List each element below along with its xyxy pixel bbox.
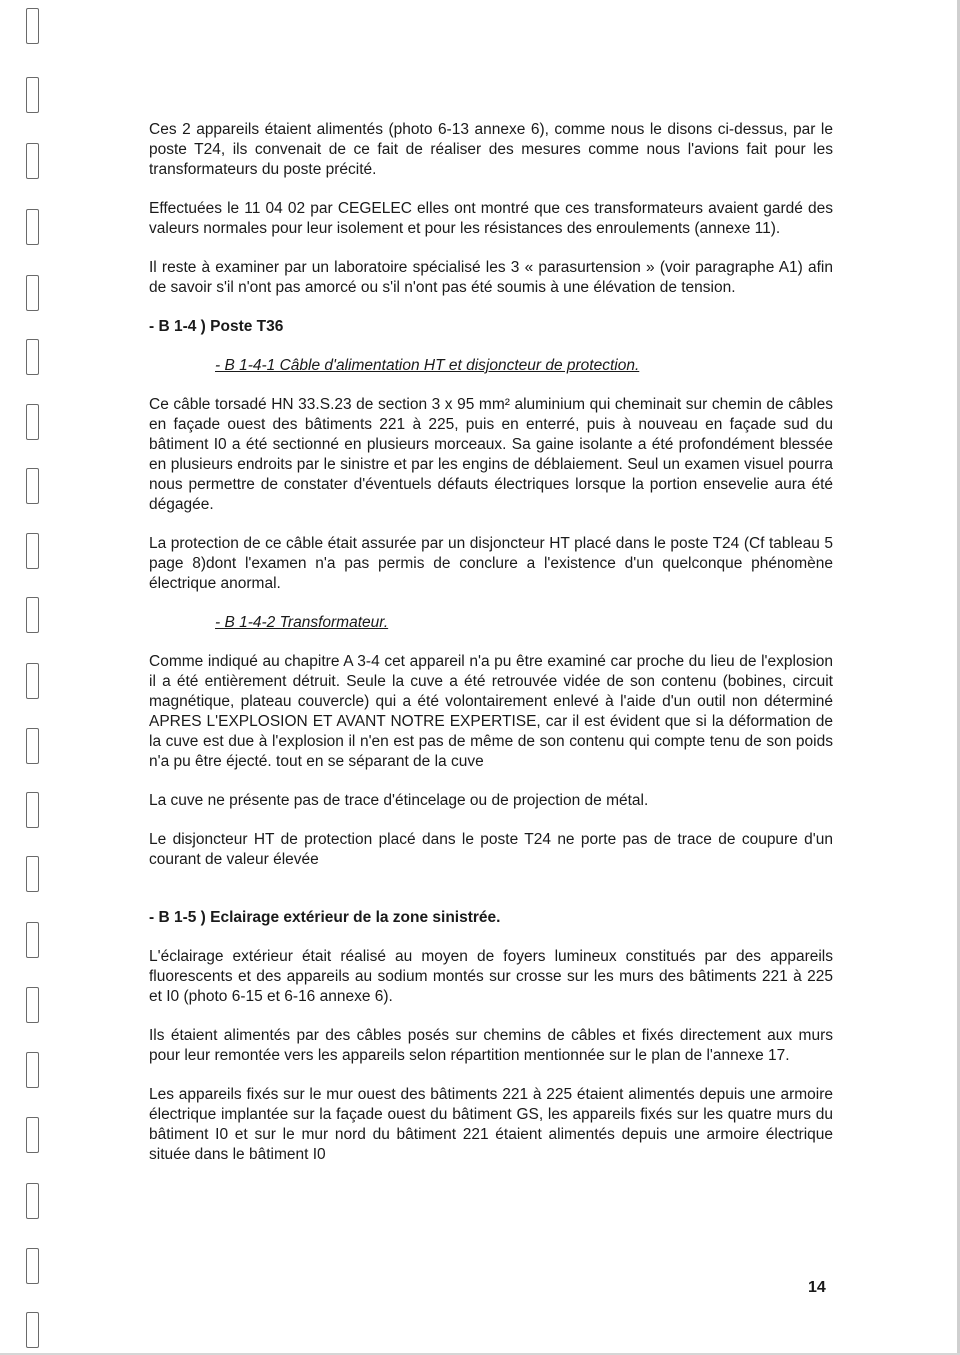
section-heading-b14: - B 1-4 ) Poste T36 [149, 318, 284, 335]
paragraph: Ils étaient alimentés par des câbles posés sur chemins de câbles et fixés directement aux murs pour leur remontée vers les appareils selon répartition mentionnée sur le plan de l'annexe 17. [149, 1027, 833, 1064]
binder-ring [26, 663, 39, 699]
binder-ring [26, 143, 39, 179]
paragraph: Il reste à examiner par un laboratoire spécialisé les 3 « parasurtension » (voir paragraphe A1) afin de savoir s'il n'ont pas amorcé ou s'il n'ont pas été soumis à une élévation de tension. [149, 259, 833, 296]
paragraph: L'éclairage extérieur était réalisé au moyen de foyers lumineux constitués par des appareils fluorescents et des appareils au sodium montés sur crosse sur les murs des bâtiments 221 à 225 et I0 (photo 6-15 et 6-16 annexe 6). [149, 948, 833, 1005]
binder-ring [26, 1183, 39, 1219]
binder-ring [26, 275, 39, 311]
paragraph: La protection de ce câble était assurée par un disjoncteur HT placé dans le poste T24 (Cf tableau 5 page 8)dont l'examen n'a pas permis de conclure a l'existence d'un quelconque phénomène électrique anormal. [149, 535, 833, 592]
binder-ring [26, 468, 39, 504]
binder-ring [26, 792, 39, 828]
binder-ring [26, 597, 39, 633]
paragraph: Ces 2 appareils étaient alimentés (photo 6-13 annexe 6), comme nous le disons ci-dessus, par le poste T24, ils convenait de ce fait de réaliser des mesures comme nous l'avions fait pour les transformateurs du poste précité. [149, 121, 833, 178]
binder-ring [26, 533, 39, 569]
binder-ring [26, 209, 39, 245]
binder-ring [26, 404, 39, 440]
binder-ring [26, 1052, 39, 1088]
subsection-heading-b142: - B 1-4-2 Transformateur. [215, 614, 389, 631]
paragraph: Effectuées le 11 04 02 par CEGELEC elles ont montré que ces transformateurs avaient gardé des valeurs normales pour leur isolement et pour les résistances des enroulements (annexe 11). [149, 200, 833, 237]
binder-ring [26, 1117, 39, 1153]
binder-ring [26, 77, 39, 113]
binder-ring [26, 922, 39, 958]
binder-ring [26, 1312, 39, 1348]
document-body [149, 120, 833, 1165]
binder-ring [26, 728, 39, 764]
paragraph: La cuve ne présente pas de trace d'étincelage ou de projection de métal. [149, 792, 649, 809]
paragraph: Les appareils fixés sur le mur ouest des bâtiments 221 à 225 étaient alimentés depuis une armoire électrique implantée sur la façade ouest du bâtiment GS, les appareils fixés sur les quatre murs du bâtiment I0 et sur le mur nord du bâtiment 221 étaient alimentés depuis une armoire électrique située dans le bâtiment I0 [149, 1086, 833, 1163]
paragraph: Ce câble torsadé HN 33.S.23 de section 3 x 95 mm² aluminium qui cheminait sur chemin de câbles en façade ouest des bâtiments 221 à 225, puis en enterré, puis à nouveau en façade sud du bâtiment I0 a été sectionné en plusieurs morceaux. Sa gaine isolante a été profondément blessée en plusieurs endroits par le sinistre et par les engins de déblaiement. Seul un examen visuel pourra nous permettre de constater d'éventuels défauts électriques lorsque la portion ensevelie aura été dégagée. [149, 396, 833, 513]
binder-ring [26, 987, 39, 1023]
paragraph: Comme indiqué au chapitre A 3-4 cet appareil n'a pu être examiné car proche du lieu de l'explosion il a été entièrement détruit. Seule la cuve a été retrouvée vidée de son contenu (bobines, circuit magnétique, plateau couvercle) qui a été volontairement enlevé à l'aide d'un outil non déterminé APRES L'EXPLOSION ET AVANT NOTRE EXPERTISE, car il est évident que si la déformation de la cuve est due à l'explosion il n'en est pas de même de son contenu qui compte tenu de son poids n'a pu être éjecté. tout en se séparant de la cuve [149, 653, 833, 770]
binder-ring [26, 339, 39, 375]
section-heading-b15: - B 1-5 ) Eclairage extérieur de la zone sinistrée. [149, 909, 501, 926]
binder-ring [26, 1248, 39, 1284]
binder-ring [26, 8, 39, 44]
binder-rings [26, 0, 46, 1355]
page-number: 14 [808, 1279, 826, 1296]
paragraph: Le disjoncteur HT de protection placé dans le poste T24 ne porte pas de trace de coupure d'un courant de valeur élevée [149, 831, 833, 868]
binder-ring [26, 856, 39, 892]
subsection-heading-b141: - B 1-4-1 Câble d'alimentation HT et disjoncteur de protection. [215, 357, 640, 374]
